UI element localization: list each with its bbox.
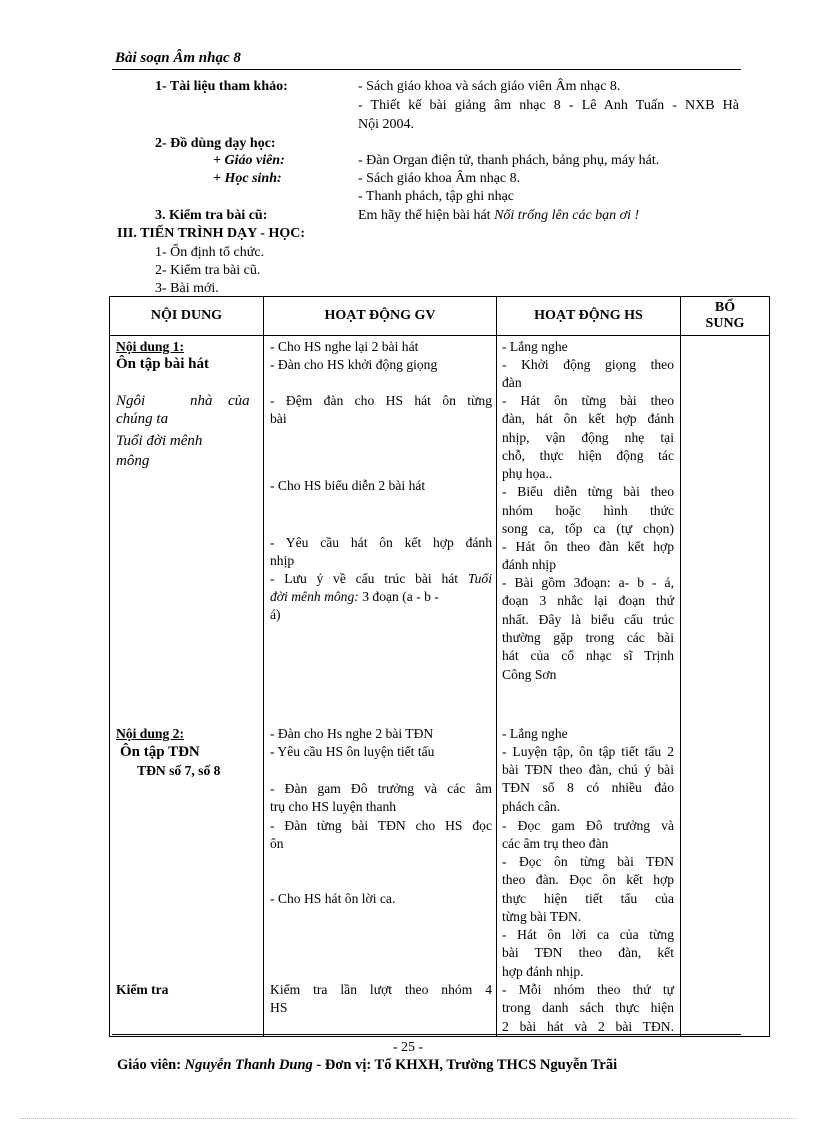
tools-teacher-label: + Giáo viên: <box>213 153 285 168</box>
student-line: - Lắng nghe <box>502 726 568 741</box>
cell-content <box>110 336 264 1037</box>
student-line: đoạn 3 nhắc lại đoạn thứ <box>502 593 674 608</box>
student-line: - Đọc gam Đô trưởng và <box>502 818 674 833</box>
student-line: phụ họa.. <box>502 466 553 481</box>
teacher-line: - Đệm đàn cho HS hát ôn từng <box>270 393 492 408</box>
student-line: - Luyện tập, ôn tập tiết tấu 2 <box>502 744 674 759</box>
student-line: các âm trụ theo đàn <box>502 836 609 851</box>
student-line: - Hát ôn lời ca của từng <box>502 927 674 942</box>
student-line: TĐN số 8 có nhiều đảo <box>502 780 674 795</box>
header-teacher-activity: HOẠT ĐỘNG GV <box>264 297 497 336</box>
student-line: hát của cố nhạc sĩ Trịnh <box>502 648 674 663</box>
student-line: trong danh sách thực hiện <box>502 1000 674 1015</box>
student-line: - Biểu diễn từng bài theo <box>502 484 674 499</box>
student-line: thường gặp trong các bài <box>502 630 674 645</box>
page-edge <box>20 1118 796 1119</box>
teacher-line: - Yêu cầu hát ôn kết hợp đánh <box>270 535 492 550</box>
tools-teacher-value: - Đàn Organ điện tử, thanh phách, bảng phụ, máy hát. <box>358 153 660 168</box>
student-line: bài TĐN theo đàn, chú ý bài <box>502 762 674 777</box>
student-line: 2 bài hát và 2 bài TĐN. <box>502 1019 674 1034</box>
refs-label: 1- Tài liệu tham khảo: <box>155 79 288 94</box>
footer-text: Giáo viên: Nguyễn Thanh Dung - Đơn vị: Tổ KHXH, Trường THCS Nguyễn Trãi <box>117 1057 618 1073</box>
tools-student-label: + Học sinh: <box>213 171 282 186</box>
table-body-row <box>110 336 770 1037</box>
section-3-title: III. TIẾN TRÌNH DẠY - HỌC: <box>117 226 305 241</box>
teacher-line: - Đàn cho Hs nghe 2 bài TĐN <box>270 726 434 741</box>
song-1-w1: Ngôi <box>116 393 146 409</box>
footer-divider <box>112 1034 741 1035</box>
teacher-line: - Cho HS nghe lại 2 bài hát <box>270 339 419 354</box>
teacher-line: bài <box>270 411 287 426</box>
content-2-sub: TĐN số 7, số 8 <box>137 763 221 778</box>
student-line: thực hiện tiết tấu của <box>502 891 674 906</box>
tools-student-value-2: - Thanh phách, tập ghi nhạc <box>358 189 515 204</box>
student-line: nhất. Đây là biểu cấu trúc <box>502 612 674 627</box>
song-2-line-2: mông <box>116 453 150 469</box>
tools-student-value-1: - Sách giáo khoa Âm nhạc 8. <box>358 171 521 186</box>
student-line: nhóm hoặc hình thức <box>502 503 674 518</box>
check-text: Em hãy thể hiện bài hát Nổi trống lên các bạn ơi ! <box>358 208 640 223</box>
student-line: từng bài TĐN. <box>502 909 582 924</box>
table-header-row <box>110 297 770 336</box>
teacher-line: - Yêu cầu HS ôn luyện tiết tấu <box>270 744 435 759</box>
teacher-line-note-2: đời mênh mông: 3 đoạn (a - b - <box>270 589 439 604</box>
student-line: bài TĐN theo đàn, kết <box>502 945 674 960</box>
section-3-step-3: 3- Bài mới. <box>155 281 219 296</box>
student-line: hợp đánh nhịp. <box>502 964 584 979</box>
cell-student <box>497 336 681 1037</box>
teacher-line: - Đàn gam Đô trưởng và các âm <box>270 781 492 796</box>
page-number: - 25 - <box>392 1040 424 1055</box>
header-divider <box>112 69 741 70</box>
content-2-label: Nội dung 2: <box>116 726 184 741</box>
student-line: - Lắng nghe <box>502 339 568 354</box>
teacher-line: Kiểm tra lần lượt theo nhóm 4 <box>270 982 492 997</box>
student-line: - Hát ôn từng bài theo <box>502 393 674 408</box>
student-line: Công Sơn <box>502 667 557 682</box>
teacher-line: - Đàn cho HS khởi động giọng <box>270 357 438 372</box>
student-line: đàn <box>502 375 522 390</box>
student-line: chỗ, thực hiện động tác <box>502 448 674 463</box>
header-content: NỘI DUNG <box>110 297 264 336</box>
teacher-line: - Đàn từng bài TĐN cho HS đọc <box>270 818 492 833</box>
student-line: - Hát ôn theo đàn kết hợp <box>502 539 674 554</box>
student-line: - Bài gồm 3đoạn: a- b - á, <box>502 575 674 590</box>
song-1-line-2: chúng ta <box>116 411 169 427</box>
header-student-activity: HOẠT ĐỘNG HS <box>497 297 681 336</box>
teacher-line: - Cho HS hát ôn lời ca. <box>270 891 396 906</box>
refs-item-2a: - Thiết kế bài giảng âm nhạc 8 - Lê Anh Tuấn - NXB Hà <box>358 98 739 113</box>
cell-supplement <box>681 336 770 1037</box>
lesson-table <box>109 296 770 1037</box>
section-3-step-2: 2- Kiểm tra bài cũ. <box>155 263 261 278</box>
content-1-label: Nội dung 1: <box>116 339 184 354</box>
student-line: - Khởi động giọng theo <box>502 357 674 372</box>
student-line: nhịp, vận động nhẹ tại <box>502 430 674 445</box>
refs-item-2b: Nội 2004. <box>358 117 414 132</box>
teacher-line: á) <box>270 607 281 622</box>
song-2-line-1: Tuổi đời mênh <box>116 433 203 449</box>
content-check: Kiểm tra <box>116 982 169 997</box>
header-title: Bài soạn Âm nhạc 8 <box>115 50 241 66</box>
cell-teacher <box>264 336 497 1037</box>
teacher-line: HS <box>270 1000 288 1015</box>
student-line: - Đọc ôn từng bài TĐN <box>502 854 674 869</box>
teacher-line: trụ cho HS luyện thanh <box>270 799 397 814</box>
refs-item-1: - Sách giáo khoa và sách giáo viên Âm nhạc 8. <box>358 79 621 94</box>
student-line: đánh nhịp <box>502 557 556 572</box>
student-line: - Mỗi nhóm theo thứ tự <box>502 982 674 997</box>
song-1-w2: nhà <box>190 393 213 409</box>
header-supplement: BỔ SUNG <box>681 297 770 336</box>
student-line: đàn, hát ôn kết hợp đánh <box>502 411 674 426</box>
student-line: phách cân. <box>502 799 561 814</box>
teacher-line: ôn <box>270 836 284 851</box>
content-2-title: Ôn tập TĐN <box>120 744 200 760</box>
tools-label: 2- Đồ dùng dạy học: <box>155 136 276 151</box>
teacher-line: - Cho HS biểu diễn 2 bài hát <box>270 478 426 493</box>
teacher-line-note: - Lưu ý về cấu trúc bài hát Tuổi <box>270 571 492 586</box>
teacher-line: nhịp <box>270 553 295 568</box>
check-label: 3. Kiểm tra bài cũ: <box>155 208 268 223</box>
section-3-step-1: 1- Ổn định tổ chức. <box>155 245 265 260</box>
content-1-title: Ôn tập bài hát <box>116 356 209 372</box>
student-line: song ca, tốp ca (tự chọn) <box>502 521 674 536</box>
song-1-w3: của <box>228 393 250 409</box>
student-line: theo đàn. Đọc ôn kết hợp <box>502 872 674 887</box>
